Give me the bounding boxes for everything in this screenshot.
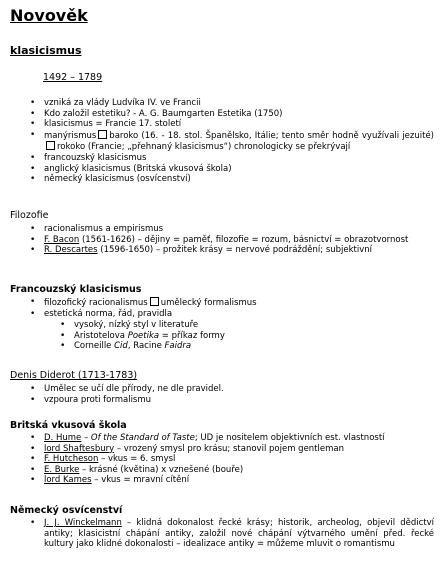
burke-name: E. Burke	[44, 464, 80, 475]
manyrismus-text: manýrismus	[44, 130, 97, 141]
list-item-corneille	[60, 341, 434, 352]
britska-list	[30, 433, 434, 486]
section-heading-klasicismus: klasicismus	[10, 44, 82, 57]
section-heading-francouzsky: Francouzský klasicismus	[10, 284, 142, 295]
list-item-poetika	[60, 331, 434, 342]
list-item: • německý klasicismus (osvícenství)	[30, 174, 434, 185]
diderot-list	[30, 384, 434, 405]
bacon-text: (1561-1626) – dějiny = paměť, filozofie = rozum, básnictví = obrazotvornost	[81, 234, 409, 245]
period-range: 1492 – 1789	[43, 72, 103, 83]
list-item: • klasicismus = Francie 17. století	[30, 119, 434, 130]
checkbox-square-icon	[150, 297, 159, 306]
list-item-hutcheson	[30, 454, 434, 465]
hutcheson-text: – vkus = 6. smysl	[101, 454, 176, 465]
section-heading-filozofie: Filozofie	[10, 210, 49, 221]
winckelmann-name: J. J. Winckelmann	[44, 518, 122, 528]
francouzsky-list	[30, 297, 434, 319]
formalismus-text: umělecký formalismus	[160, 298, 257, 308]
list-item: • racionalismus a empirismus	[30, 224, 434, 235]
list-item-descartes	[30, 245, 434, 256]
kames-name: lord Kames	[44, 475, 92, 486]
section-heading-nemecky: Německý osvícenství	[10, 505, 123, 516]
list-item-kames	[30, 475, 434, 486]
winckelmann-text: – klidná dokonalost řecké krásy; historik, archeolog, objevil dědictví antiky; klasicistní chápání antiky, založil nové chápání výtvarného umění před. řecké kultury jako klidné dokonalosti – idealizace antiky = můžeme mluvit o romantismu	[44, 518, 435, 550]
list-item: • vzpoura proti formalismu	[30, 395, 434, 406]
hume-dash: –	[83, 433, 89, 443]
hutcheson-name: F. Hutcheson	[44, 454, 99, 465]
baroko-text: baroko (16. - 18. stol. Španělsko, Itálie; tento směr hodně využívali jezuité)	[109, 130, 434, 141]
list-item-winckelmann	[30, 518, 434, 550]
poetika-text: = příkaz formy	[161, 330, 225, 341]
nemecky-list	[30, 518, 434, 550]
hume-name: D. Hume	[44, 433, 82, 443]
section-heading-britska: Britská vkusová škola	[10, 420, 127, 431]
filozofie-list	[30, 224, 434, 256]
shaftesbury-name: lord Shaftesbury	[44, 443, 115, 454]
hume-work-title: Of the Standard of Taste	[90, 433, 195, 443]
cid-title: Cid	[114, 341, 128, 352]
descartes-text: (1596-1650) – prožitek krásy = nervové podráždění; subjektivní	[100, 245, 373, 256]
poetika-title: Poetika	[127, 330, 160, 341]
faidra-title: Faidra	[164, 341, 192, 352]
list-item: • francouzský klasicismus	[30, 153, 434, 164]
checkbox-square-icon	[46, 141, 55, 150]
list-item-burke	[30, 465, 434, 476]
list-item-shaftesbury	[30, 444, 434, 455]
kames-text: – vkus = mravní cítění	[94, 475, 190, 486]
descartes-name: R. Descartes	[44, 245, 98, 256]
bacon-name: F. Bacon	[44, 234, 80, 245]
page-title: Novověk	[10, 6, 88, 25]
list-item: • vzniká za vlády Ludvíka IV. ve Francii	[30, 98, 434, 109]
list-item: • estetická norma, řád, pravidla	[30, 309, 434, 320]
list-item-manyrismus	[30, 130, 434, 153]
aristoteles-text: Aristotelova	[74, 330, 125, 341]
list-item-hume	[30, 433, 434, 444]
list-item: • Umělec se učí dle přírody, ne dle pravidel.	[30, 384, 434, 395]
corneille-text: Corneille	[74, 341, 112, 352]
section-heading-diderot: Denis Diderot (1713-1783)	[10, 370, 138, 381]
list-item-racionalismus	[30, 297, 434, 309]
checkbox-square-icon	[98, 130, 107, 139]
klasicismus-list	[30, 98, 434, 185]
racine-text: , Racine	[127, 341, 162, 352]
shaftesbury-text: – vrozený smysl pro krásu; stanovil pojem gentleman	[116, 443, 344, 454]
list-item: • Kdo založil estetiku? - A. G. Baumgarten Estetika (1750)	[30, 109, 434, 120]
list-item: • anglický klasicismus (Britská vkusová škola)	[30, 164, 434, 175]
hume-text: ; UD je nositelem objektivních est. vlastností	[194, 433, 385, 443]
racionalismus-text: filozofický racionalismus	[44, 298, 148, 308]
rokoko-text: rokoko (Francie; „přehnaný klasicismus“) chronologicky se překrývají	[57, 142, 351, 153]
burke-text: – krásné (květina) x vznešené (bouře)	[82, 464, 244, 475]
francouzsky-sublist	[60, 320, 434, 352]
list-item-bacon	[30, 235, 434, 246]
list-item: • vysoký, nízký styl v literatuře	[60, 320, 434, 331]
